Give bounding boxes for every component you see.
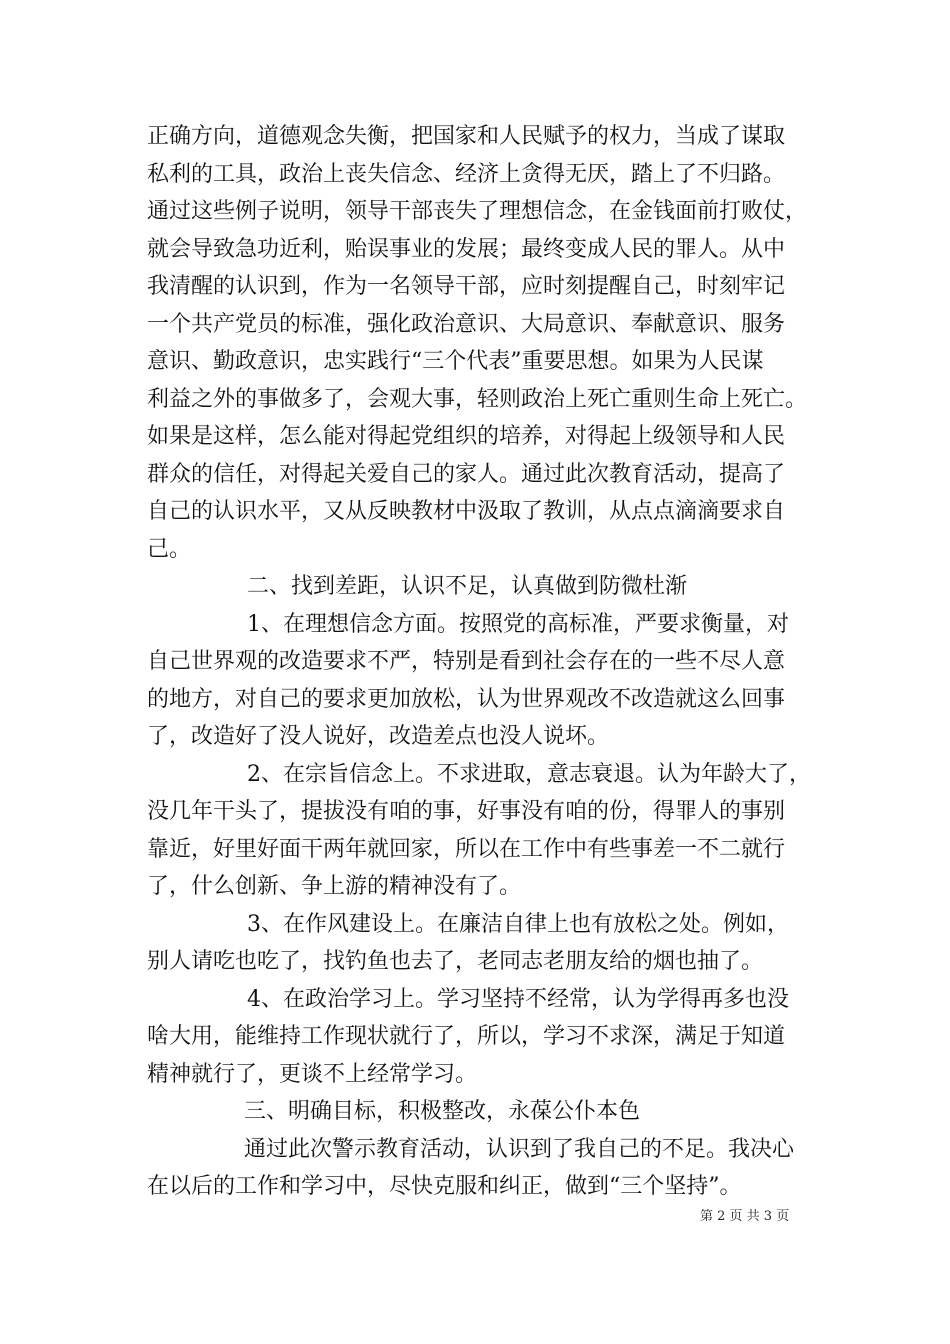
- text-line: 一个共产党员的标准，强化政治意识、大局意识、奉献意识、服务: [147, 312, 786, 337]
- text-line: 私利的工具，政治上丧失信念、经济上贪得无厌，踏上了不归路。: [147, 162, 786, 187]
- text-line: 意识、勤政意识，忠实践行“三个代表”重要思想。如果为人民谋: [147, 349, 764, 374]
- text-line: 没几年干头了，提拔没有咱的事，好事没有咱的份，得罪人的事别: [147, 799, 786, 824]
- text-line: 了，什么创新、争上游的精神没有了。: [147, 874, 522, 899]
- page-number-footer: 第 2 页 共 3 页: [700, 1209, 790, 1224]
- text-line: 别人请吃也吃了，找钓鱼也去了，老同志老朋友给的烟也抽了。: [147, 949, 764, 974]
- text-line: 的地方，对自己的要求更加放松，认为世界观改不改造就这么回事: [147, 687, 786, 712]
- text-line: 正确方向，道德观念失衡，把国家和人民赋予的权力，当成了谋取: [147, 124, 786, 149]
- text-line: 通过这些例子说明，领导干部丧失了理想信念，在金钱面前打败仗，: [147, 199, 808, 224]
- text-line: 利益之外的事做多了，会观大事，轻则政治上死亡重则生命上死亡。: [147, 387, 808, 412]
- text-line: 通过此次警示教育活动，认识到了我自己的不足。我决心: [244, 1137, 795, 1162]
- text-line: 就会导致急功近利，贻误事业的发展；最终变成人民的罪人。从中: [147, 237, 786, 262]
- text-line: 靠近，好里好面干两年就回家，所以在工作中有些事差一不二就行: [147, 837, 786, 862]
- text-line: 己。: [147, 537, 192, 562]
- text-line: 群众的信任，对得起关爱自己的家人。通过此次教育活动，提高了: [147, 462, 786, 487]
- text-line: 自己的认识水平，又从反映教材中汲取了教训，从点点滴滴要求自: [147, 499, 786, 524]
- text-line: 啥大用，能维持工作现状就行了，所以，学习不求深，满足于知道: [147, 1024, 786, 1049]
- text-line: 2、在宗旨信念上。不求进取，意志衰退。认为年龄大了，: [247, 762, 811, 787]
- text-line: 我清醒的认识到，作为一名领导干部，应时刻提醒自己，时刻牢记: [147, 274, 786, 299]
- text-line: 3、在作风建设上。在廉洁自律上也有放松之处。例如，: [247, 912, 789, 937]
- text-line: 精神就行了，更谈不上经常学习。: [147, 1062, 478, 1087]
- text-line: 4、在政治学习上。学习坚持不经常，认为学得再多也没: [247, 987, 789, 1012]
- text-line: 如果是这样，怎么能对得起党组织的培养，对得起上级领导和人民: [147, 424, 786, 449]
- section-heading: 三、明确目标，积极整改，永葆公仆本色: [244, 1099, 641, 1124]
- text-line: 1、在理想信念方面。按照党的高标准，严要求衡量，对: [247, 612, 789, 637]
- text-line: 了，改造好了没人说好，改造差点也没人说坏。: [147, 724, 610, 749]
- text-line: 在以后的工作和学习中，尽快克服和纠正，做到“三个坚持”。: [147, 1174, 742, 1199]
- section-heading: 二、找到差距，认识不足，认真做到防微杜渐: [247, 574, 688, 599]
- text-line: 自己世界观的改造要求不严，特别是看到社会存在的一些不尽人意: [147, 649, 786, 674]
